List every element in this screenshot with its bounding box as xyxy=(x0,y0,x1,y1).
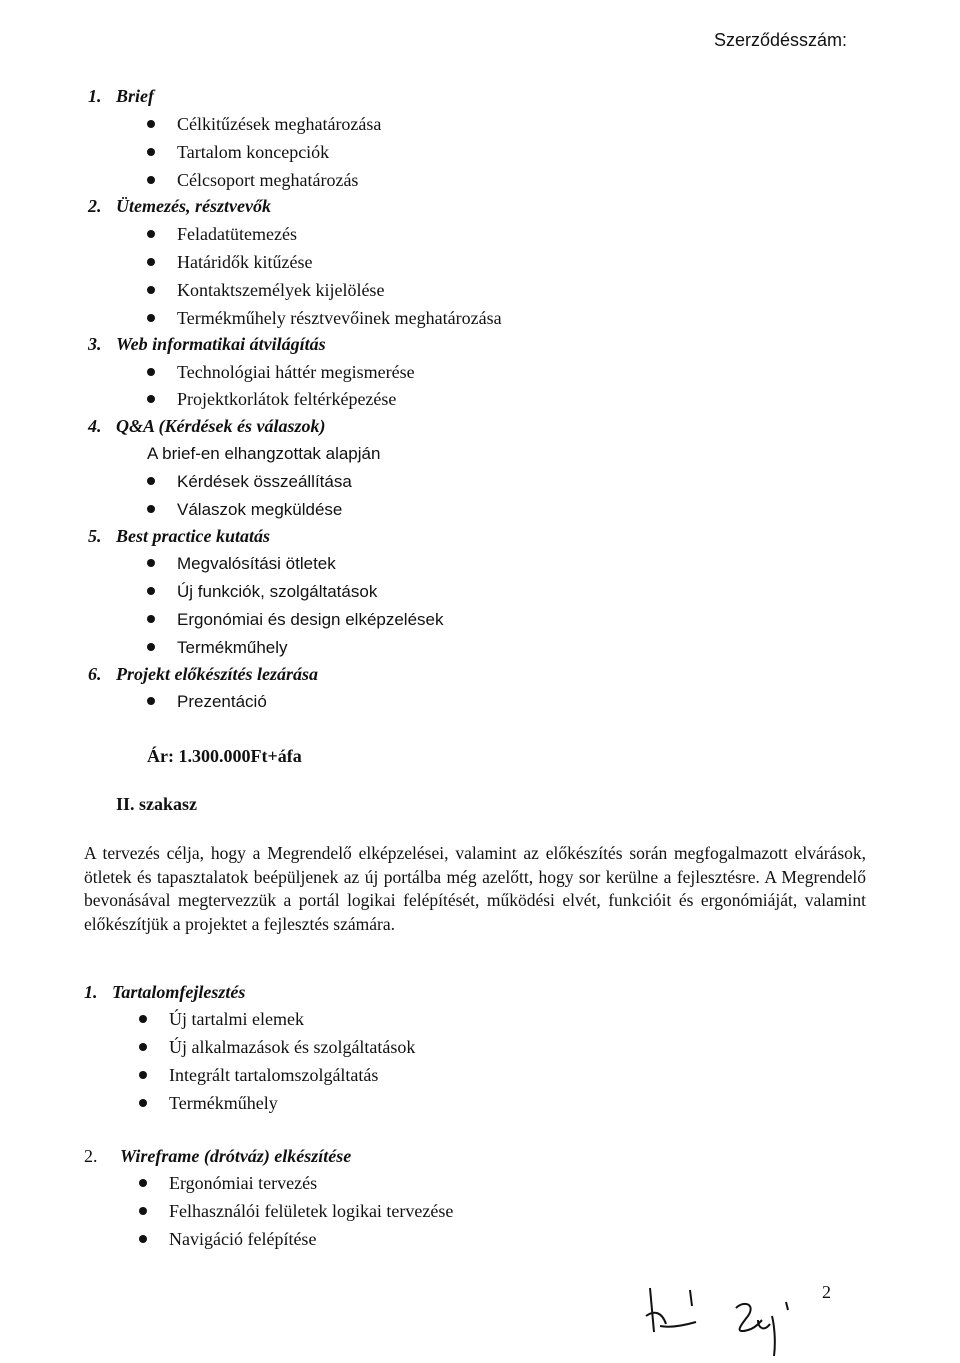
section-number: 2. xyxy=(84,1146,98,1166)
list-item: Válaszok megküldése xyxy=(147,500,342,520)
list-item: Integrált tartalomszolgáltatás xyxy=(139,1065,378,1086)
section-number: 4. xyxy=(88,416,102,436)
section-number: 3. xyxy=(88,334,102,354)
list-item: Megvalósítási ötletek xyxy=(147,554,336,574)
list-item: Feladatütemezés xyxy=(147,224,297,245)
section-title: Best practice kutatás xyxy=(116,526,270,546)
section-number: 1. xyxy=(84,982,98,1002)
section-number: 1. xyxy=(88,86,102,106)
bullet-icon xyxy=(147,314,155,322)
paragraph-text: A tervezés célja, hogy a Megrendelő elképzelései, valamint az előkészítés során megfogalmazott elvárások, ötletek és tapasztalatok beépüljenek az új portálba még azelőtt, hogy sor kerülne a fejlesztésre. A Megrendelő bevonásával megtervezzük a portál logikai felépítését, működési elvét, funkcióit és ergonómiáját, valamint előkészítjük a projektet a fejlesztés számára. xyxy=(84,843,866,934)
bullet-icon xyxy=(147,615,155,623)
list-item: Tartalom koncepciók xyxy=(147,142,329,163)
bullet-icon xyxy=(147,587,155,595)
list-item: Kontaktszemélyek kijelölése xyxy=(147,280,384,301)
bullet-icon xyxy=(139,1015,147,1023)
section-heading xyxy=(88,196,271,217)
list-item: Termékműhely xyxy=(139,1093,278,1114)
section-heading xyxy=(88,416,325,437)
list-item: Navigáció felépítése xyxy=(139,1229,316,1250)
section-title: Wireframe (drótváz) elkészítése xyxy=(120,1146,352,1166)
price: Ár: 1.300.000Ft+áfa xyxy=(147,746,302,766)
list-item: Termékműhely xyxy=(147,638,288,658)
list-item: Célkitűzések meghatározása xyxy=(147,114,381,135)
bullet-icon xyxy=(139,1207,147,1215)
section-title: Q&A (Kérdések és válaszok) xyxy=(116,416,326,436)
bullet-icon xyxy=(139,1099,147,1107)
list-item: Termékműhely résztvevőinek meghatározása xyxy=(147,308,502,329)
section-number: 6. xyxy=(88,664,102,684)
bullet-icon xyxy=(139,1043,147,1051)
bullet-icon xyxy=(139,1071,147,1079)
list-item: Ergonómiai tervezés xyxy=(139,1173,317,1194)
list-item: Célcsoport meghatározás xyxy=(147,170,358,191)
list-item: Határidők kitűzése xyxy=(147,252,312,273)
section-title: Brief xyxy=(116,86,154,106)
section-title: Tartalomfejlesztés xyxy=(112,982,246,1002)
phase-heading: II. szakasz xyxy=(116,794,198,814)
section-heading xyxy=(84,982,245,1003)
list-item: Prezentáció xyxy=(147,692,267,712)
section-title: Ütemezés, résztvevők xyxy=(116,196,271,216)
bullet-icon xyxy=(147,395,155,403)
list-item: Felhasználói felületek logikai tervezése xyxy=(139,1201,453,1222)
section-title: Projekt előkészítés lezárása xyxy=(116,664,318,684)
section-heading xyxy=(84,1146,351,1167)
section-heading xyxy=(88,526,270,547)
bullet-icon xyxy=(147,120,155,128)
page-number: 2 xyxy=(822,1282,831,1302)
list-item: Új tartalmi elemek xyxy=(139,1009,304,1030)
bullet-icon xyxy=(147,230,155,238)
section-heading xyxy=(88,334,326,355)
bullet-icon xyxy=(139,1235,147,1243)
bullet-icon xyxy=(147,643,155,651)
list-item: Új funkciók, szolgáltatások xyxy=(147,582,377,602)
bullet-icon xyxy=(147,477,155,485)
section-intro: A brief-en elhangzottak alapján xyxy=(147,444,381,463)
bullet-icon xyxy=(147,286,155,294)
bullet-icon xyxy=(139,1179,147,1187)
bullet-icon xyxy=(147,176,155,184)
section-title: Web informatikai átvilágítás xyxy=(116,334,326,354)
bullet-icon xyxy=(147,505,155,513)
bullet-icon xyxy=(147,258,155,266)
list-item: Projektkorlátok feltérképezése xyxy=(147,389,396,410)
signature-initials xyxy=(640,1280,820,1360)
contract-number-label: Szerződésszám: xyxy=(714,30,848,50)
list-item: Ergonómiai és design elképzelések xyxy=(147,610,444,630)
section-number: 2. xyxy=(88,196,102,216)
section-number: 5. xyxy=(88,526,102,546)
bullet-icon xyxy=(147,697,155,705)
description-paragraph xyxy=(84,842,866,936)
list-item: Technológiai háttér megismerése xyxy=(147,362,415,383)
list-item: Új alkalmazások és szolgáltatások xyxy=(139,1037,415,1058)
list-item: Kérdések összeállítása xyxy=(147,472,352,492)
bullet-icon xyxy=(147,368,155,376)
section-heading xyxy=(88,86,154,107)
bullet-icon xyxy=(147,559,155,567)
bullet-icon xyxy=(147,148,155,156)
section-heading xyxy=(88,664,318,685)
